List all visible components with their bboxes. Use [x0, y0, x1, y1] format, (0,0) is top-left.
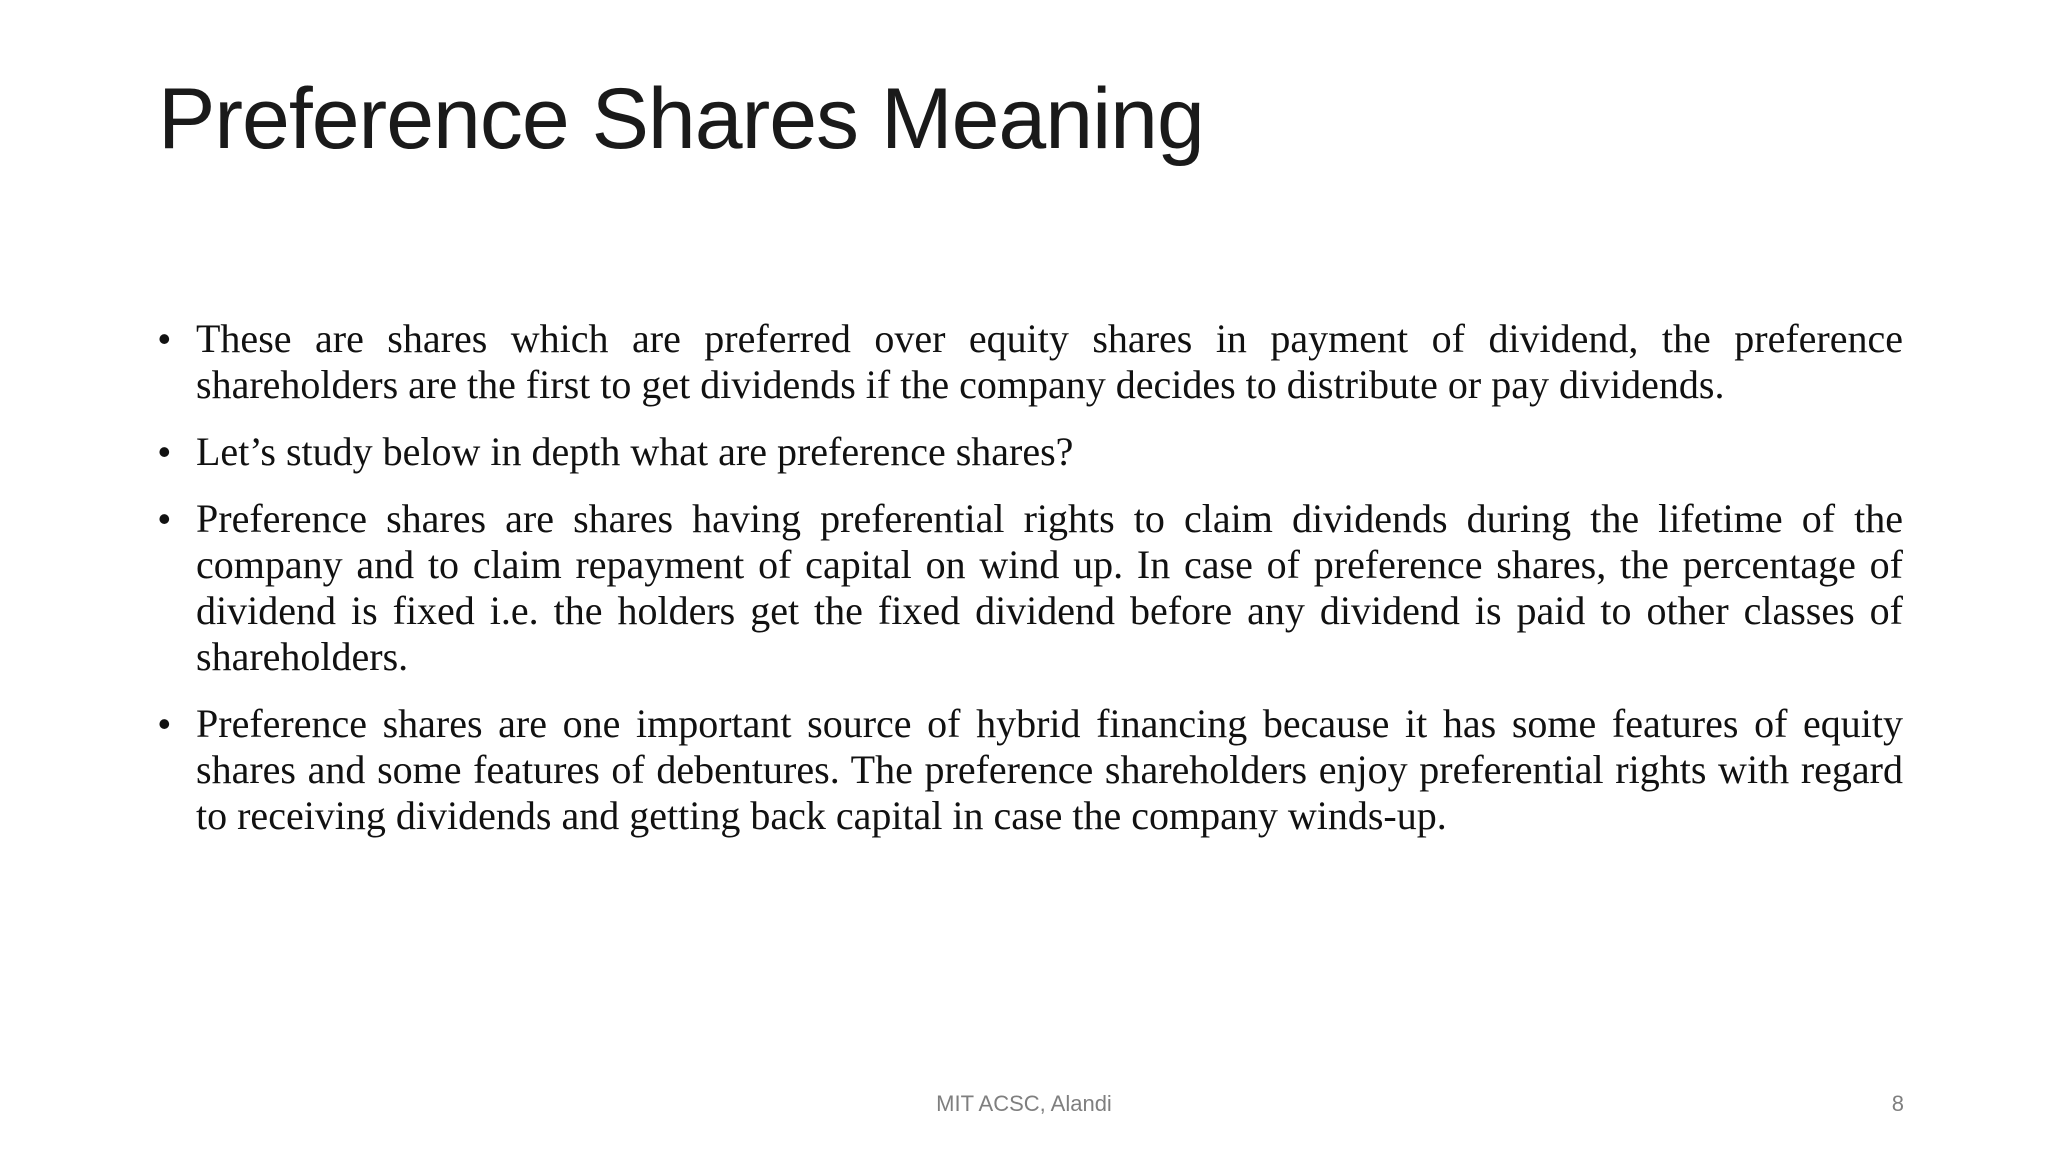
bullet-item [158, 429, 1903, 475]
bullet-marker: • [158, 703, 171, 744]
bullet-marker: • [158, 431, 171, 472]
bullet-text: These are shares which are preferred over equity shares in payment of dividend, the preference shareholders are the first to get dividends if the company decides to distribute or pay dividends. [196, 316, 1903, 407]
bullet-marker: • [158, 318, 171, 359]
slide-footer: MIT ACSC, Alandi [936, 1091, 1112, 1116]
bullet-item [158, 316, 1903, 408]
slide-title: Preference Shares Meaning [158, 71, 1204, 167]
bullet-list [158, 316, 1903, 860]
bullet-item [158, 496, 1903, 680]
bullet-item [158, 701, 1903, 839]
slide-number: 8 [1891, 1091, 1904, 1116]
bullet-marker: • [158, 498, 171, 539]
bullet-text: Preference shares are shares having preferential rights to claim dividends during the lifetime of the company and to claim repayment of capital on wind up. In case of preference shares, the percentage of dividend is fixed i.e. the holders get the fixed dividend before any dividend is paid to other classes of shareholders. [196, 496, 1903, 679]
bullet-text: Preference shares are one important source of hybrid financing because it has some features of equity shares and some features of debentures. The preference shareholders enjoy preferential rights with regard to receiving dividends and getting back capital in case the company winds-up. [196, 701, 1903, 838]
bullet-text: Let’s study below in depth what are preference shares? [196, 429, 1074, 474]
